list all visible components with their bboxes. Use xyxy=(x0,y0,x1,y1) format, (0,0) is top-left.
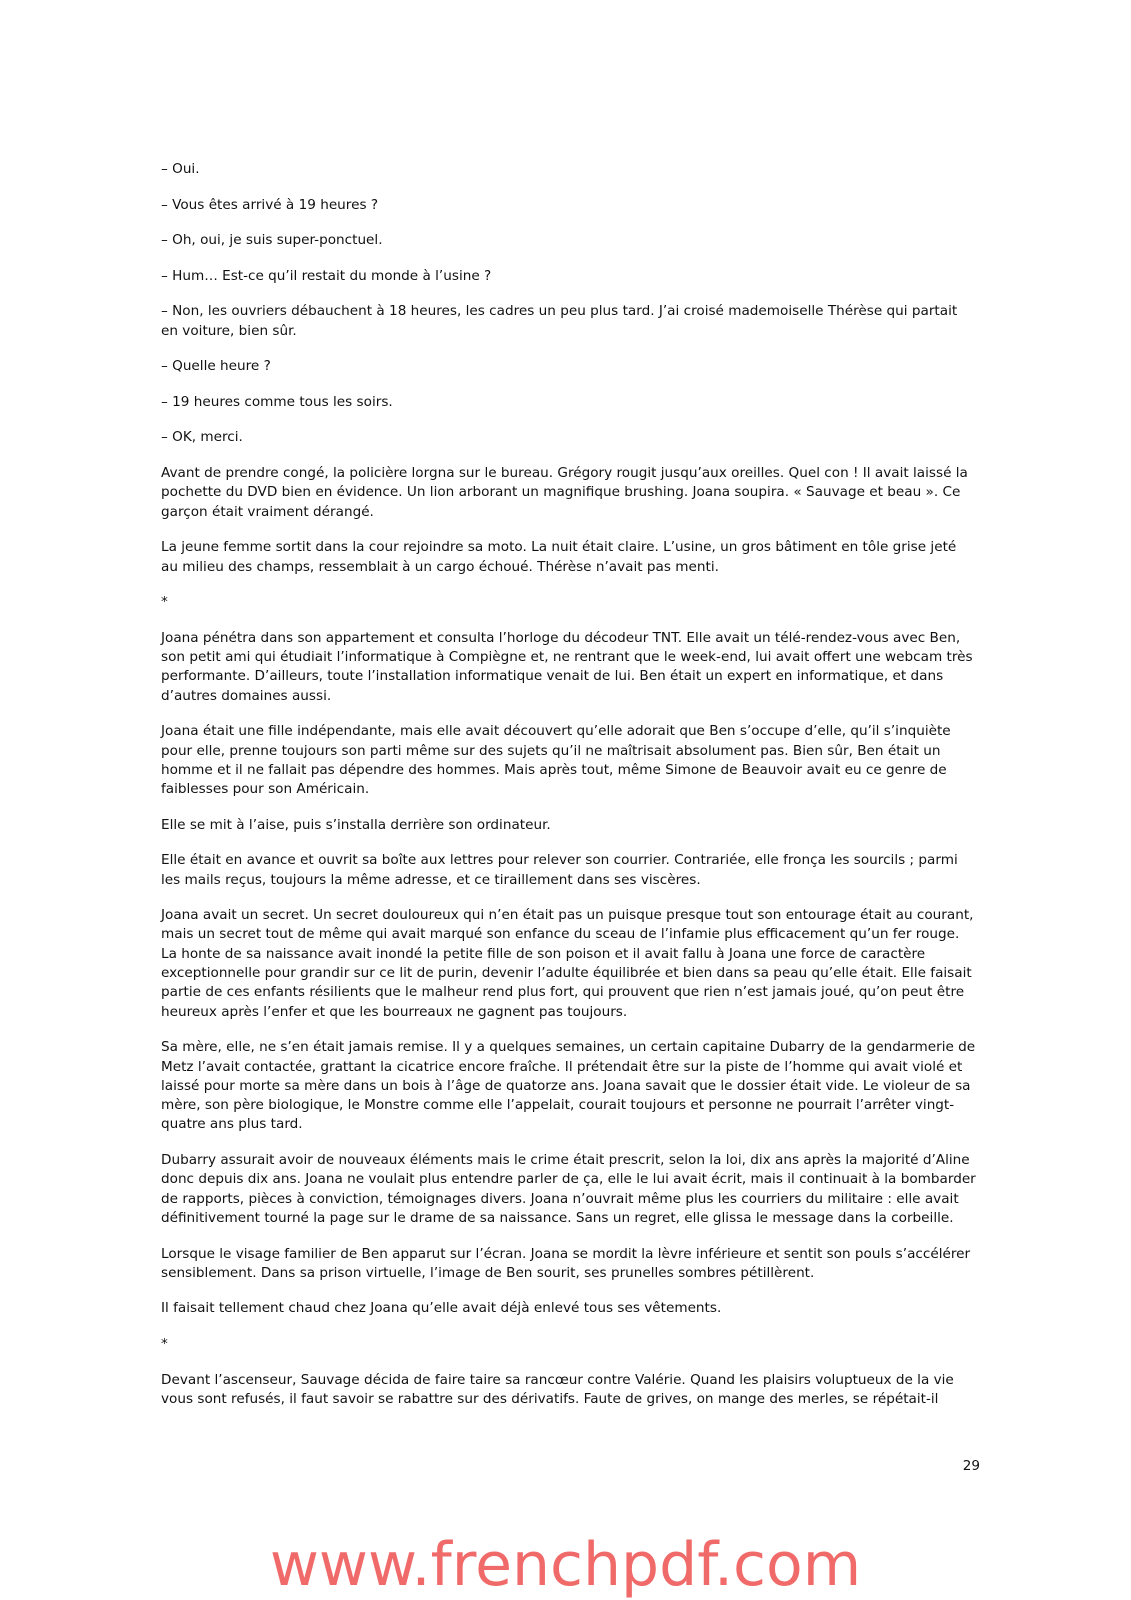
paragraph: – OK, merci. xyxy=(161,429,243,446)
paragraph: – Vous êtes arrivé à 19 heures ? xyxy=(161,196,379,213)
paragraph: Sa mère, elle, ne s’en était jamais remise. Il y a quelques semaines, un certain capitaine Dubarry de la gendarmerie de Metz l’avait contactée, grattant la cicatrice encore fraîche. Il prétendait être sur la piste de l’homme qui avait violé et laissé pour morte sa mère dans un bois à l’âge de quatorze ans. Joana savait que le dossier était vide. Le violeur de sa mère, son père biologique, le Monstre comme elle l’appelait, courait toujours et personne ne pourrait l’arrêter vingt-quatre ans plus tard. xyxy=(161,1039,976,1133)
paragraph: La jeune femme sortit dans la cour rejoindre sa moto. La nuit était claire. L’usine, un gros bâtiment en tôle grise jeté au milieu des champs, ressemblait à un cargo échoué. Thérèse n’avait pas menti. xyxy=(161,539,957,575)
section-separator: * xyxy=(161,1336,168,1352)
paragraph: Joana avait un secret. Un secret douloureux qui n’en était pas un puisque presque tout son entourage était au courant, mais un secret tout de même qui avait marqué son enfance du sceau de l’infamie plus efficacement qu’un fer rouge. La honte de sa naissance avait inondé la petite fille de son poison et il avait fallu à Joana une force de caractère exceptionnelle pour grandir sur ce lit de purin, devenir l’adulte équilibrée et bien dans sa peau qu’elle était. Elle faisait partie de ces enfants résilients que le malheur rend plus fort, qui prouvent que rien n’est jamais joué, qu’on peut être heureux après l’enfer et que les bourreaux ne gagnent pas toujours. xyxy=(161,907,974,1020)
paragraph: Elle se mit à l’aise, puis s’installa derrière son ordinateur. xyxy=(161,816,551,833)
paragraph: Elle était en avance et ouvrit sa boîte aux lettres pour relever son courrier. Contrariée, elle fronça les sourcils ; parmi les mails reçus, toujours la même adresse, et ce tiraillement dans ses viscères. xyxy=(161,852,958,888)
section-separator: * xyxy=(161,594,168,611)
page-body xyxy=(161,160,976,1425)
watermark: www.frenchpdf.com xyxy=(269,1530,862,1600)
paragraph: – Non, les ouvriers débauchent à 18 heures, les cadres un peu plus tard. J’ai croisé mademoiselle Thérèse qui partait en voiture, bien sûr. xyxy=(161,303,958,339)
paragraph: Joana pénétra dans son appartement et consulta l’horloge du décodeur TNT. Elle avait un télé-rendez-vous avec Ben, son petit ami qui étudiait l’informatique à Compiègne et, ne rentrant que le week-end, lui avait offert une webcam très performante. D’ailleurs, toute l’installation informatique venait de lui. Ben était un expert en informatique, et dans d’autres domaines aussi. xyxy=(161,629,973,704)
paragraph: – Hum… Est-ce qu’il restait du monde à l’usine ? xyxy=(161,267,492,284)
page-number: 29 xyxy=(962,1458,980,1474)
paragraph: Dubarry assurait avoir de nouveaux éléments mais le crime était prescrit, selon la loi, dix ans après la majorité d’Aline donc depuis dix ans. Joana ne voulait plus entendre parler de ça, elle le lui avait écrit, mais il continuait à la bombarder de rapports, pièces à conviction, témoignages divers. Joana n’ouvrait même plus les courriers du militaire : elle avait définitivement tourné la page sur le drame de sa naissance. Sans un regret, elle glissa le message dans la corbeille. xyxy=(161,1152,976,1226)
paragraph: Avant de prendre congé, la policière lorgna sur le bureau. Grégory rougit jusqu’aux oreilles. Quel con ! Il avait laissé la pochette du DVD bien en évidence. Un lion arborant un magnifique brushing. Joana soupira. « Sauvage et beau ». Ce garçon était vraiment dérangé. xyxy=(161,465,968,520)
paragraph: Joana était une fille indépendante, mais elle avait découvert qu’elle adorait que Ben s’occupe d’elle, qu’il s’inquiète pour elle, prenne toujours son parti même sur des sujets qu’il ne maîtrisait absolument pas. Bien sûr, Ben était un homme et il ne fallait pas dépendre des hommes. Mais après tout, même Simone de Beauvoir avait eu ce genre de faiblesses pour son Américain. xyxy=(161,723,951,798)
paragraph: Devant l’ascenseur, Sauvage décida de faire taire sa rancœur contre Valérie. Quand les plaisirs voluptueux de la vie vous sont refusés, il faut savoir se rabattre sur des dérivatifs. Faute de grives, on mange des merles, se répétait-il xyxy=(161,1371,954,1407)
paragraph: – Oh, oui, je suis super-ponctuel. xyxy=(161,232,383,249)
paragraph: – Quelle heure ? xyxy=(161,358,271,375)
paragraph: – 19 heures comme tous les soirs. xyxy=(161,393,393,410)
paragraph: Il faisait tellement chaud chez Joana qu’elle avait déjà enlevé tous ses vêtements. xyxy=(161,1300,722,1317)
paragraph: – Oui. xyxy=(161,161,200,177)
paragraph: Lorsque le visage familier de Ben apparut sur l’écran. Joana se mordit la lèvre inférieure et sentit son pouls s’accélérer sensiblement. Dans sa prison virtuelle, l’image de Ben sourit, ses prunelles sombres pétillèrent. xyxy=(161,1245,971,1281)
